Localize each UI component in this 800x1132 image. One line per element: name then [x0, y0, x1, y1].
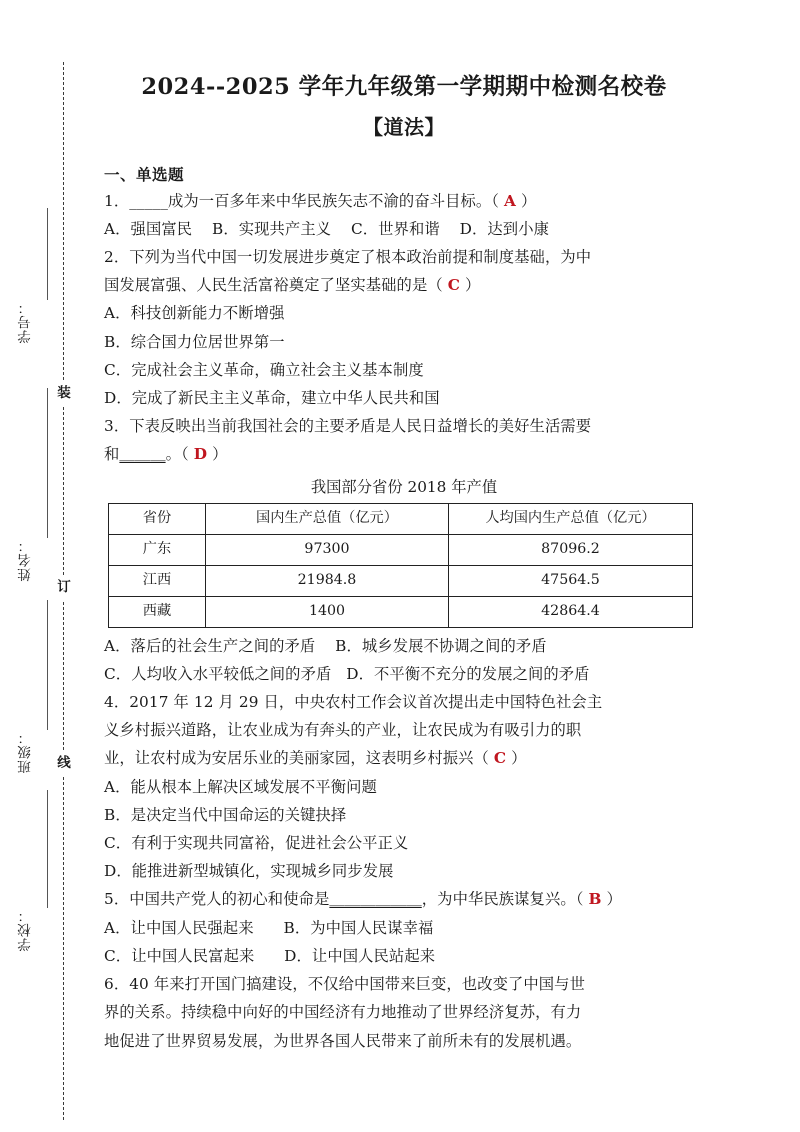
question-1-option-d: D．达到小康	[459, 219, 549, 238]
question-3-option-b: B．城乡发展不协调之间的矛盾	[335, 636, 547, 655]
field-label-student-id: 学号：	[18, 300, 34, 344]
question-5-option-c: C．让中国人民富起来	[104, 946, 255, 965]
question-2-option-d: D．完成了新民主主义革命，建立中华人民共和国	[104, 389, 440, 408]
table-cell-gdp: 21984.8	[206, 565, 449, 596]
question-4-stem-line-1: 4．2017 年 12 月 29 日，中央农村工作会议首次提出走中国特色社会主	[104, 693, 603, 712]
question-5-options-row-1	[104, 914, 704, 942]
question-4	[104, 688, 704, 885]
question-5-answer: B	[588, 890, 602, 909]
question-3-blank: ＿＿＿	[119, 445, 166, 464]
question-2-stem-line-1: 2．下列为当代中国一切发展进步奠定了根本政治前提和制度基础，为中	[104, 248, 592, 267]
question-3-options-row-1	[104, 632, 704, 660]
table-header-row	[109, 503, 693, 534]
question-4-stem-line-3-text: 业，让农村成为安居乐业的美丽家园，这表明乡村振兴（	[104, 749, 489, 768]
question-2	[104, 243, 704, 412]
seal-char-zhuang: 装	[55, 382, 73, 406]
table-cell-gdp: 1400	[206, 596, 449, 627]
question-2-option-c: C．完成社会主义革命，确立社会主义基本制度	[104, 360, 424, 379]
field-rule-1	[47, 208, 48, 300]
table-cell-province: 西藏	[109, 596, 206, 627]
question-5	[104, 885, 704, 970]
table-row	[109, 565, 693, 596]
table-row	[109, 596, 693, 627]
binding-margin	[0, 0, 96, 1132]
question-1	[104, 187, 704, 243]
table-cell-gdp-per-capita: 87096.2	[449, 534, 693, 565]
question-5-stem-tail: ）	[606, 890, 622, 909]
question-5-option-b: B．为中国人民谋幸福	[283, 918, 434, 937]
question-4-option-a: A．能从根本上解决区域发展不平衡问题	[104, 777, 377, 796]
question-5-stem-middle: ，为中华民族谋复兴。（	[421, 890, 584, 909]
question-1-answer: A	[504, 191, 516, 210]
question-4-answer: C	[493, 749, 507, 768]
question-2-option-b: B．综合国力位居世界第一	[104, 332, 285, 351]
question-5-stem	[104, 885, 704, 913]
question-3-stem-prefix: 和	[104, 445, 120, 464]
question-4-stem-tail: ）	[511, 749, 527, 768]
question-5-stem-prefix: 5．中国共产党人的初心和使命是	[104, 890, 330, 909]
table-header-gdp-per-capita: 人均国内生产总值（亿元）	[449, 503, 693, 534]
table-cell-gdp-per-capita: 47564.5	[449, 565, 693, 596]
question-1-stem	[104, 187, 704, 215]
question-3-option-a: A．落后的社会生产之间的矛盾	[104, 636, 316, 655]
field-rule-3	[47, 600, 48, 730]
question-3-stem-line-2	[104, 440, 704, 468]
question-2-option-a: A．科技创新能力不断增强	[104, 304, 285, 323]
table-cell-gdp: 97300	[206, 534, 449, 565]
question-3-option-c: C．人均收入水平较低之间的矛盾	[104, 664, 332, 683]
question-1-options	[104, 215, 704, 243]
table-caption: 我国部分省份 2018 年产值	[310, 477, 498, 496]
table-header-gdp: 国内生产总值（亿元）	[206, 503, 449, 534]
section-heading-multiple-choice: 一、单选题	[104, 165, 185, 185]
question-3-stem-tail: ）	[212, 445, 228, 464]
question-3	[104, 412, 704, 688]
table-header-province: 省份	[109, 503, 206, 534]
page-subtitle: 【道法】	[363, 115, 445, 140]
question-6-stem-line-3: 地促进了世界贸易发展，为世界各国人民带来了前所未有的发展机遇。	[104, 1031, 582, 1050]
gdp-table	[108, 503, 693, 628]
question-4-option-d: D．能推进新型城镇化，实现城乡同步发展	[104, 862, 394, 881]
field-label-school: 学校：	[18, 908, 34, 952]
page-title: 2024--2025 学年九年级第一学期期中检测名校卷	[141, 74, 667, 100]
question-1-stem-text: 1．_____成为一百多年来中华民族矢志不渝的奋斗目标。（	[104, 191, 500, 210]
seal-char-ding: 订	[55, 576, 73, 600]
paper-content	[104, 0, 704, 1055]
question-4-option-b: B．是决定当代中国命运的关键抉择	[104, 805, 347, 824]
field-label-class: 班级：	[18, 730, 34, 774]
question-2-answer: C	[447, 276, 460, 295]
question-5-options-row-2	[104, 942, 704, 970]
question-5-blank: ＿＿＿＿＿＿	[329, 890, 422, 909]
question-2-stem-line-2-text: 国发展富强、人民生活富裕奠定了坚实基础的是（	[104, 276, 443, 295]
question-2-stem-line-2	[104, 271, 704, 299]
question-6	[104, 970, 704, 1055]
question-3-stem-middle: 。（	[165, 445, 189, 464]
question-3-options-row-2	[104, 660, 704, 688]
table-cell-province: 江西	[109, 565, 206, 596]
question-5-option-a: A．让中国人民强起来	[104, 918, 254, 937]
question-3-stem-line-1: 3．下表反映出当前我国社会的主要矛盾是人民日益增长的美好生活需要	[104, 417, 592, 436]
question-2-stem-tail: ）	[464, 276, 481, 295]
table-cell-province: 广东	[109, 534, 206, 565]
seal-char-xian: 线	[55, 752, 73, 776]
question-1-option-c: C．世界和谐	[350, 219, 440, 238]
question-3-option-d: D．不平衡不充分的发展之间的矛盾	[346, 664, 590, 683]
field-rule-2	[47, 388, 48, 538]
question-1-stem-tail: ）	[520, 191, 537, 210]
table-cell-gdp-per-capita: 42864.4	[449, 596, 693, 627]
field-label-name: 姓名：	[18, 538, 34, 582]
question-1-option-b: B．实现共产主义	[212, 219, 332, 238]
question-4-option-c: C．有利于实现共同富裕，促进社会公平正义	[104, 834, 409, 853]
field-rule-4	[47, 790, 48, 908]
question-6-stem-line-2: 界的关系。持续稳中向好的中国经济有力地推动了世界经济复苏，有力	[104, 1003, 582, 1022]
question-5-option-d: D．让中国人民站起来	[284, 946, 436, 965]
question-4-stem-line-3	[104, 744, 704, 772]
question-6-stem-line-1: 6．40 年来打开国门搞建设，不仅给中国带来巨变，也改变了中国与世	[104, 975, 585, 994]
question-1-option-a: A．强国富民	[104, 219, 193, 238]
table-row	[109, 534, 693, 565]
question-3-answer: D	[193, 445, 208, 464]
question-4-stem-line-2: 义乡村振兴道路，让农业成为有奔头的产业，让农民成为有吸引力的职	[104, 721, 582, 740]
